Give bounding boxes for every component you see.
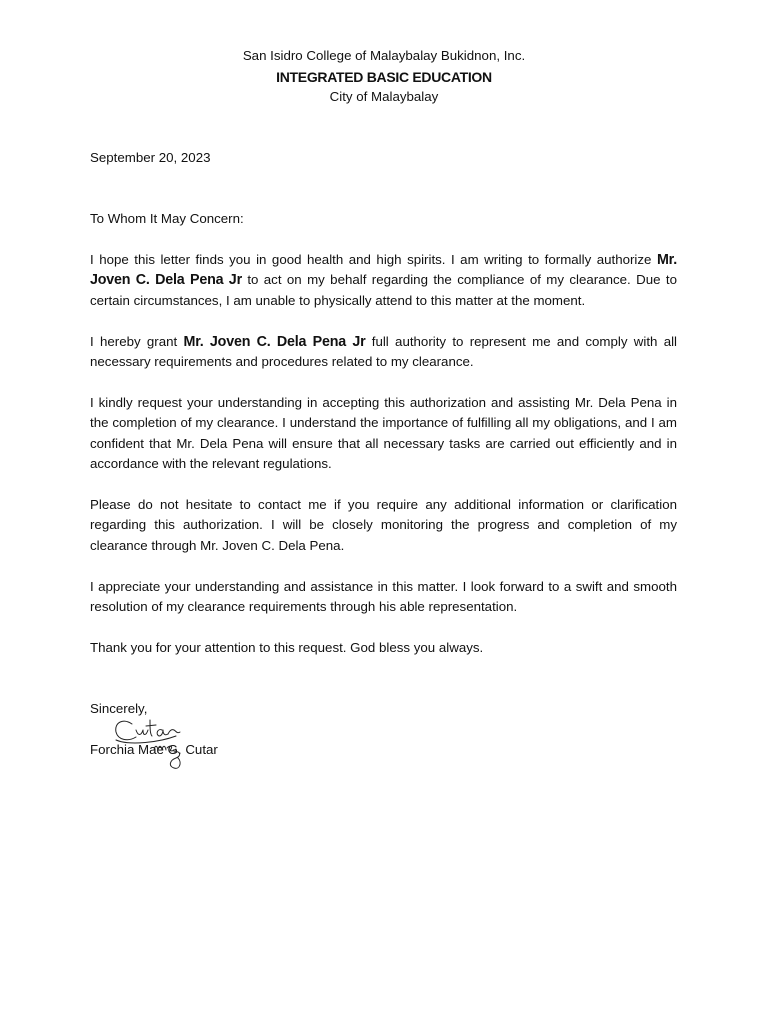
paragraph-text-before: I hereby grant — [90, 334, 184, 349]
paragraph-authorization — [90, 250, 677, 311]
city-line: City of Malaybalay — [329, 89, 439, 104]
signer-name-text: Forchia Mae G. Cutar — [90, 742, 218, 757]
letterhead — [0, 46, 768, 108]
department-title: INTEGRATED BASIC EDUCATION — [276, 68, 492, 85]
paragraph-thanks — [90, 638, 677, 658]
paragraph-text-after: to act on my behalf regarding the compliance of my clearance. Due to certain circumstances, I am unable to physically attend to this matter at the moment. — [90, 272, 677, 308]
institution-name: San Isidro College of Malaybalay Bukidnon, Inc. — [242, 48, 526, 63]
paragraph-text: Thank you for your attention to this request. God bless you always. — [90, 640, 484, 655]
paragraph-text-after: full authority to represent me and comply with all necessary requirements and procedures related to my clearance. — [90, 334, 678, 370]
letter-date — [90, 148, 677, 168]
paragraph-appreciation — [90, 577, 677, 618]
handwritten-signature — [110, 712, 200, 772]
paragraph-text-before: I hope this letter finds you in good health and high spirits. I am writing to formally authorize — [90, 252, 657, 267]
paragraph-request — [90, 393, 677, 474]
paragraph-text: I kindly request your understanding in accepting this authorization and assisting Mr. Dela Pena in the completion of my clearance. I understand the importance of fulfilling all my obligations, and I am confident that Mr. Dela Pena will ensure that all necessary tasks are carried out efficiently and in accordance with the relevant regulations. — [90, 395, 677, 471]
paragraph-text — [90, 332, 677, 373]
paragraph-text — [90, 250, 677, 311]
closing-text: Sincerely, — [90, 701, 148, 716]
paragraph-grant — [90, 332, 677, 373]
paragraph-text: I appreciate your understanding and assistance in this matter. I look forward to a swift and smooth resolution of my clearance requirements through his able representation. — [90, 579, 677, 615]
paragraph-text: Please do not hesitate to contact me if you require any additional information or clarification regarding this authorization. I will be closely monitoring the progress and completion of my clearance through Mr. Joven C. Dela Pena. — [90, 497, 677, 553]
representative-name: Mr. Joven C. Dela Pena Jr — [90, 252, 677, 289]
date-text: September 20, 2023 — [90, 150, 211, 165]
salutation — [90, 209, 677, 229]
salutation-text: To Whom It May Concern: — [90, 211, 244, 226]
paragraph-contact — [90, 495, 677, 556]
representative-name: Mr. Joven C. Dela Pena Jr — [183, 334, 366, 350]
